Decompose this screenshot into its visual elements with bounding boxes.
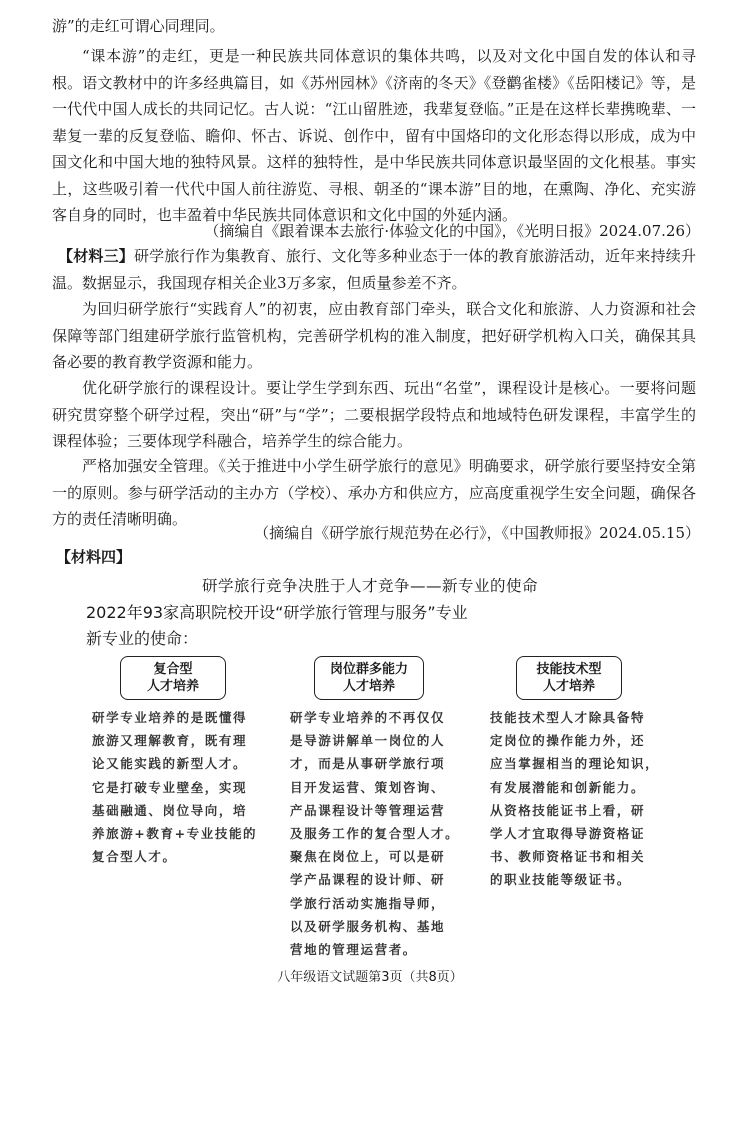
column-line: 定岗位的操作能力外，还 [490,733,646,749]
column-line: 聚焦在岗位上，可以是研 [290,849,446,865]
column-line: 技能技术型人才除具备特 [490,710,646,725]
material-4-line-2: 新专业的使命： [86,629,199,648]
column-line: 研学专业培养的是既懂得 [92,710,248,725]
box-subtitle: 人才培养 [146,679,199,694]
column-line: 基础融通、岗位导向，培 [92,802,248,818]
material-3-label: 【材料三】 [58,247,134,265]
column-line: 论又能实践的新型人才。 [92,756,248,772]
box-title: 技能技术型 [536,662,602,677]
column-line: 的职业技能等级证书。 [490,872,632,888]
column-line: 它是打破专业壁垒，实现 [92,779,248,795]
box-subtitle: 人才培养 [342,679,395,694]
column-line: 旅游又理解教育，既有理 [92,733,248,749]
column-composite [92,706,257,868]
column-line: 学产品课程的设计师、研 [290,872,446,888]
column-line: 书、教师资格证书和相关 [490,849,646,865]
column-line: 目开发运营、策划咨询、 [290,779,446,795]
box-multi-skill-talent [314,656,424,700]
column-line: 从资格技能证书上看，研 [490,802,646,818]
box-title: 复合型 [153,662,193,677]
column-line: 是导游讲解单一岗位的人 [290,733,446,749]
material-4-line-1: 2022年93家高职院校开设“研学旅行管理与服务”专业 [86,603,468,622]
material-3-text: 研学旅行作为集教育、旅行、文化等多种业态于一体的教育旅游活动，近年来持续升温。数据显示，我国现存相关企业3万多家，但质量参差不齐。 [52,247,696,292]
paragraph-safety: 严格加强安全管理。《关于推进中小学生研学旅行的意见》明确要求，研学旅行要坚持安全第一的原则。参与研学活动的主办方（学校）、承办方和供应方，应高度重视学生安全问题，确保各方的责任清晰明确。 [52,457,696,528]
page-footer: 八年级语文试题第3页（共8页） [277,970,463,985]
column-technical [490,706,659,892]
column-line: 有发展潜能和创新能力。 [490,779,646,795]
box-technical-talent [516,656,622,700]
column-line: 学人才宜取得导游资格证 [490,826,646,842]
source-citation-2: （摘编自《研学旅行规范势在必行》，《中国教师报》2024.05.15） [254,524,700,542]
column-line: 及服务工作的复合型人才。 [290,826,460,842]
box-composite-talent [120,656,226,700]
column-line: 研学专业培养的不再仅仅 [290,710,446,725]
paragraph-material-3 [52,243,696,296]
column-line: 才，而是从事研学旅行项 [290,756,446,772]
column-line: 产品课程设计等管理运营 [290,802,446,818]
source-citation-1: （摘编自《跟着课本去旅行·体验文化的中国》，《光明日报》2024.07.26） [204,222,700,240]
column-line: 养旅游+教育+专业技能的 [92,826,258,842]
column-line: 应当掌握相当的理论知识， [490,756,660,772]
column-line: 以及研学服务机构、基地 [290,918,446,934]
box-title: 岗位群多能力 [329,662,408,677]
paragraph-keben-you: “课本游”的走红，更是一种民族共同体意识的集体共鸣，以及对文化中国自发的体认和寻根。语文教材中的许多经典篇目，如《苏州园林》《济南的冬天》《登鹳雀楼》《岳阳楼记》等，是一代代中国人成长的共同记忆。古人说：“江山留胜迹，我辈复登临。”正是在这样长辈携晚辈、一辈复一辈的反复登临、瞻仰、怀古、诉说、创作中，留有中国烙印的文化形态得以形成，成为中国文化和中国大地的独特风景。这样的独特性，是中华民族共同体意识最坚固的文化根基。事实上，这些吸引着一代代中国人前往游览、寻根、朝圣的“课本游”目的地，在熏陶、净化、充实游客自身的同时，也丰盈着中华民族共同体意识和文化中国的外延内涵。 [52,47,696,224]
material-4-label: 【材料四】 [56,548,132,566]
material-4-title: 研学旅行竞争决胜于人才竞争——新专业的使命 [201,577,538,595]
column-multi-skill [290,706,459,961]
column-line: 营地的管理运营者。 [290,942,417,958]
paragraph-supervision: 为回归研学旅行“实践育人”的初衷，应由教育部门牵头，联合文化和旅游、人力资源和社会保障等部门组建研学旅行监管机构，完善研学机构的准入制度，把好研学机构入口关，确保其具备必要的教育教学资源和能力。 [52,300,696,371]
column-line: 学旅行活动实施指导师， [290,895,446,911]
column-line: 复合型人才。 [92,849,177,865]
box-subtitle: 人才培养 [542,679,595,694]
paragraph-curriculum: 优化研学旅行的课程设计。要让学生学到东西、玩出“名堂”，课程设计是核心。一要将问题研究贯穿整个研学过程，突出“研”与“学”；二要根据学段特点和地域特色研发课程，丰富学生的课程体验；三要体现学科融合，培养学生的综合能力。 [52,379,696,450]
paragraph-continuation: 游”的走红可谓心同理同。 [52,17,225,35]
